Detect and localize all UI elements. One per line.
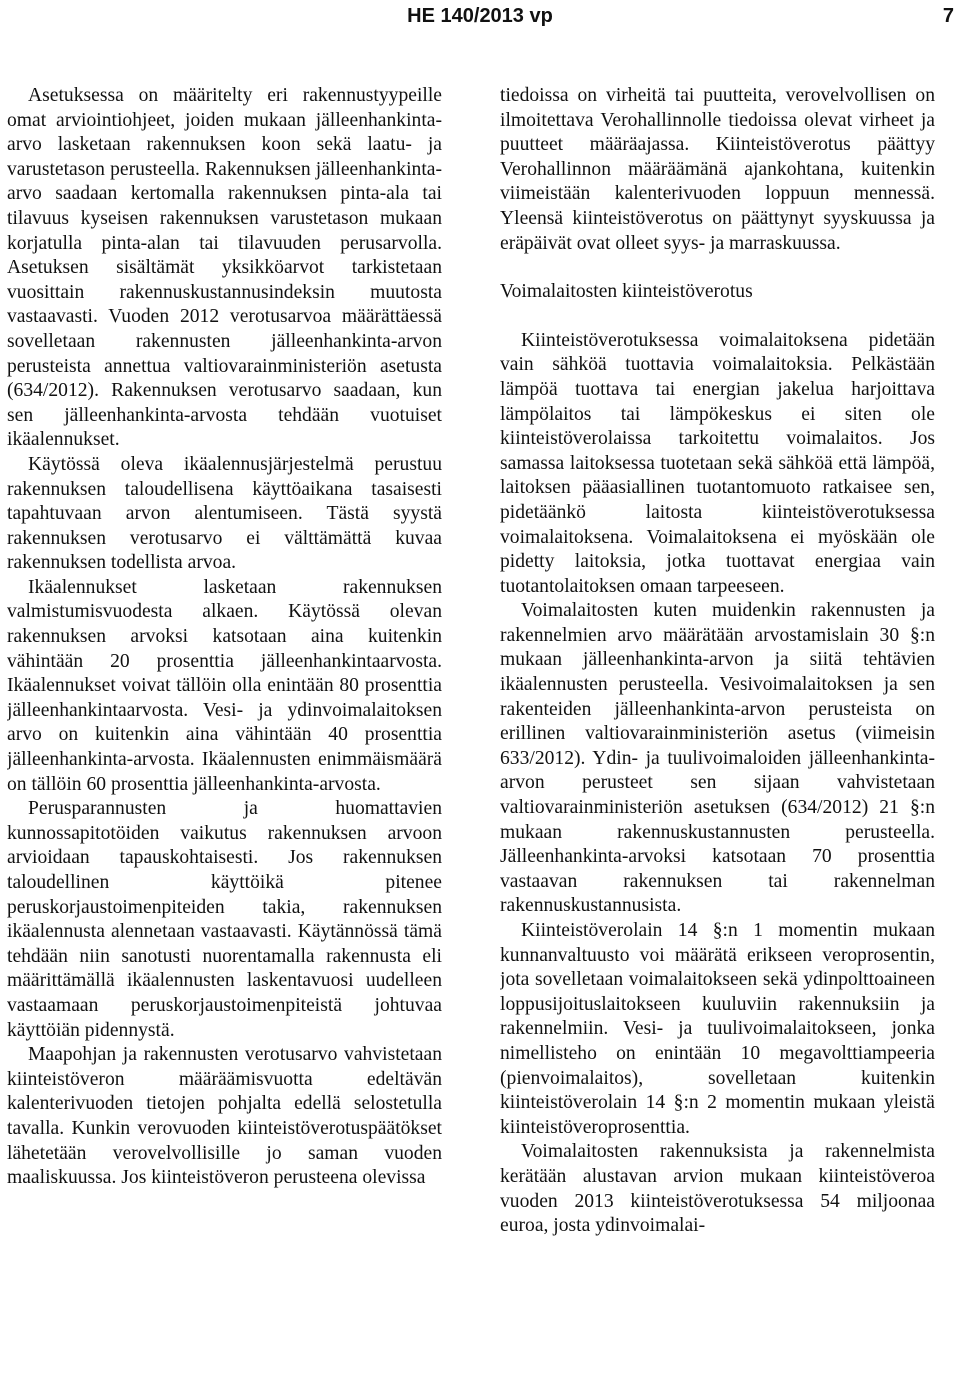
paragraph: Ikäalennukset lasketaan rakennuksen valmistumisvuodesta alkaen. Käytössä olevan rakennuksen arvoksi katsotaan aina kuitenkin vähintään 20 prosenttia jälleenhankintaarvosta. Ikäalennukset voivat tällöin olla enintään 80 prosenttia jälleenhankintaarvosta. Vesi- ja ydinvoimalaitoksen arvo on kuitenkin aina vähintään 40 prosenttia jälleenhankinta-arvosta. Ikäalennusten enimmäismäärä on tällöin 60 prosenttia jälleenhankinta-arvosta. [7, 576, 442, 795]
paragraph: Kiinteistöverolain 14 §:n 1 momentin mukaan kunnanvaltuusto voi määrätä erikseen veroprosentin, jota sovelletaan voimalaitokseen sekä ydinpolttoaineen loppusijoituslaitokseen kuuluviin rakennuksiin ja rakennelmiin. Vesi- ja tuulivoimalaitokseen, jonka nimellisteho on enintään 10 megavolttiampeeria (pienvoimalaitos), sovelletaan kuitenkin kiinteistöverolain 14 §:n 2 momentin mukaan yleistä kiinteistöveroprosenttia. [500, 920, 935, 1138]
paragraph: Voimalaitosten kuten muidenkin rakennusten ja rakennelmien arvo määrätään arvostamislain 30 §:n mukaan jälleenhankinta-arvon ja siitä tehtävien ikäalennusten perusteella. Vesivoimalaitoksen ja sen rakenteiden jälleenhankinta-arvon perusteista on erillinen valtiovarainministeriön asetus (viimeisin 633/2012). Ydin- ja tuulivoimaloiden jälleenhankinta-arvon perusteet sen sijaan vahvistetaan valtiovarainministeriön asetuksen (634/2012) 21 §:n mukaan rakennuskustannusten perusteella. Jälleenhankinta-arvoksi katsotaan 70 prosenttia vastaavan rakennuksen tai rakennelman rakennuskustannusista. [500, 600, 935, 917]
paragraph: Maapohjan ja rakennusten verotusarvo vahvistetaan kiinteistöveron määräämisvuotta edeltävän kalenterivuoden tietojen pohjalta edellä selostetulla tavalla. Kunkin verovuoden kiinteistöverotuspäätökset lähetetään verovelvollisille jo saman vuoden maaliskuussa. Jos kiinteistöveron perusteena olevissa [7, 1044, 442, 1189]
paragraph: Voimalaitosten rakennuksista ja rakennelmista kerätään alustavan arvion mukaan kiinteistöveroa vuoden 2013 kiinteistöverotuksessa 54 miljoonaa euroa, josta ydinvoimalai- [500, 1141, 935, 1237]
page-number: 7 [942, 5, 954, 27]
paragraph: Kiinteistöverotuksessa voimalaitoksena pidetään vain sähköä tuottavia voimalaitoksia. Pelkästään lämpöä tuottava tai energian jakelua harjoittava lämpölaitos tai lämpökeskus ei siten ole kiinteistöverolaissa tarkoitettu voimalaitos. Jos samassa laitoksessa tuotetaan sekä sähköä että lämpöä, laitoksen pääasiallinen tuotantomuoto ratkaisee sen, pidetäänkö laitosta kiinteistöverotuksessa voimalaitoksena. Voimalaitoksena ei myöskään ole pidetty laitoksia, jotka tuottavat energiaa vain tuotantolaitoksen omaan tarpeeseen. [500, 329, 935, 597]
section-heading: Voimalaitosten kiinteistöverotus [500, 281, 753, 303]
paragraph-continuation: tiedoissa on virheitä tai puutteita, verovelvollisen on ilmoitettava Verohallinnolle tiedoissa olevat virheet ja puutteet määräajassa. Kiinteistöverotus päättyy Verohallinnon määräämänä ajankohtana, kuitenkin viimeistään kalenterivuoden loppuun mennessä. Yleensä kiinteistöverotus on päättynyt syyskuussa ja eräpäivät ovat olleet syys- ja marraskuussa. [500, 85, 935, 254]
page-header [0, 0, 960, 40]
paragraph: Käytössä oleva ikäalennusjärjestelmä perustuu rakennuksen taloudellisena käyttöaikana tasaisesti tapahtuvaan arvon alentumiseen. Tästä syystä rakennuksen verotusarvo ei välttämättä kuvaa rakennuksen todellista arvoa. [7, 453, 442, 574]
paragraph: Perusparannusten ja huomattavien kunnossapitotöiden vaikutus rakennuksen arvoon arvioidaan tapauskohtaisesti. Jos rakennuksen taloudellinen käyttöikä pitenee peruskorjaustoimenpiteiden takia, rakennuksen ikäalennusta alennetaan vastaavasti. Käytännössä tämä tehdään niin sanotusti nuorentamalla rakennusta eli määrittämällä ikäalennusten laskentavuosi uudelleen vastaamaan peruskorjaustoimenpiteistä johtuvaa käyttöiän pidennystä. [7, 798, 442, 1041]
left-column [7, 84, 442, 1384]
right-column [500, 84, 935, 1384]
document-id: HE 140/2013 vp [407, 5, 553, 27]
paragraph: Asetuksessa on määritelty eri rakennustyypeille omat arviointiohjeet, joiden mukaan jälleenhankinta-arvo lasketaan rakennuksen koon sekä laatu- ja varustetason perusteella. Rakennuksen jälleenhankinta-arvo saadaan kertomalla rakennuksen pinta-ala tai tilavuus kyseisen rakennuksen varustetason mukaan korjatulla pinta-alan tai tilavuuden perusarvolla. Asetuksen sisältämät yksikköarvot tarkistetaan vuosittain rakennuskustannusindeksin muutosta vastaavasti. Vuoden 2012 verotusarvoa määrättäessä sovelletaan rakennusten jälleenhankinta-arvon perusteista annettua valtiovarainministeriön asetusta (634/2012). Rakennuksen verotusarvo saadaan, kun sen jälleenhankinta-arvosta tehdään vuotuiset ikäalennukset. [7, 85, 442, 451]
